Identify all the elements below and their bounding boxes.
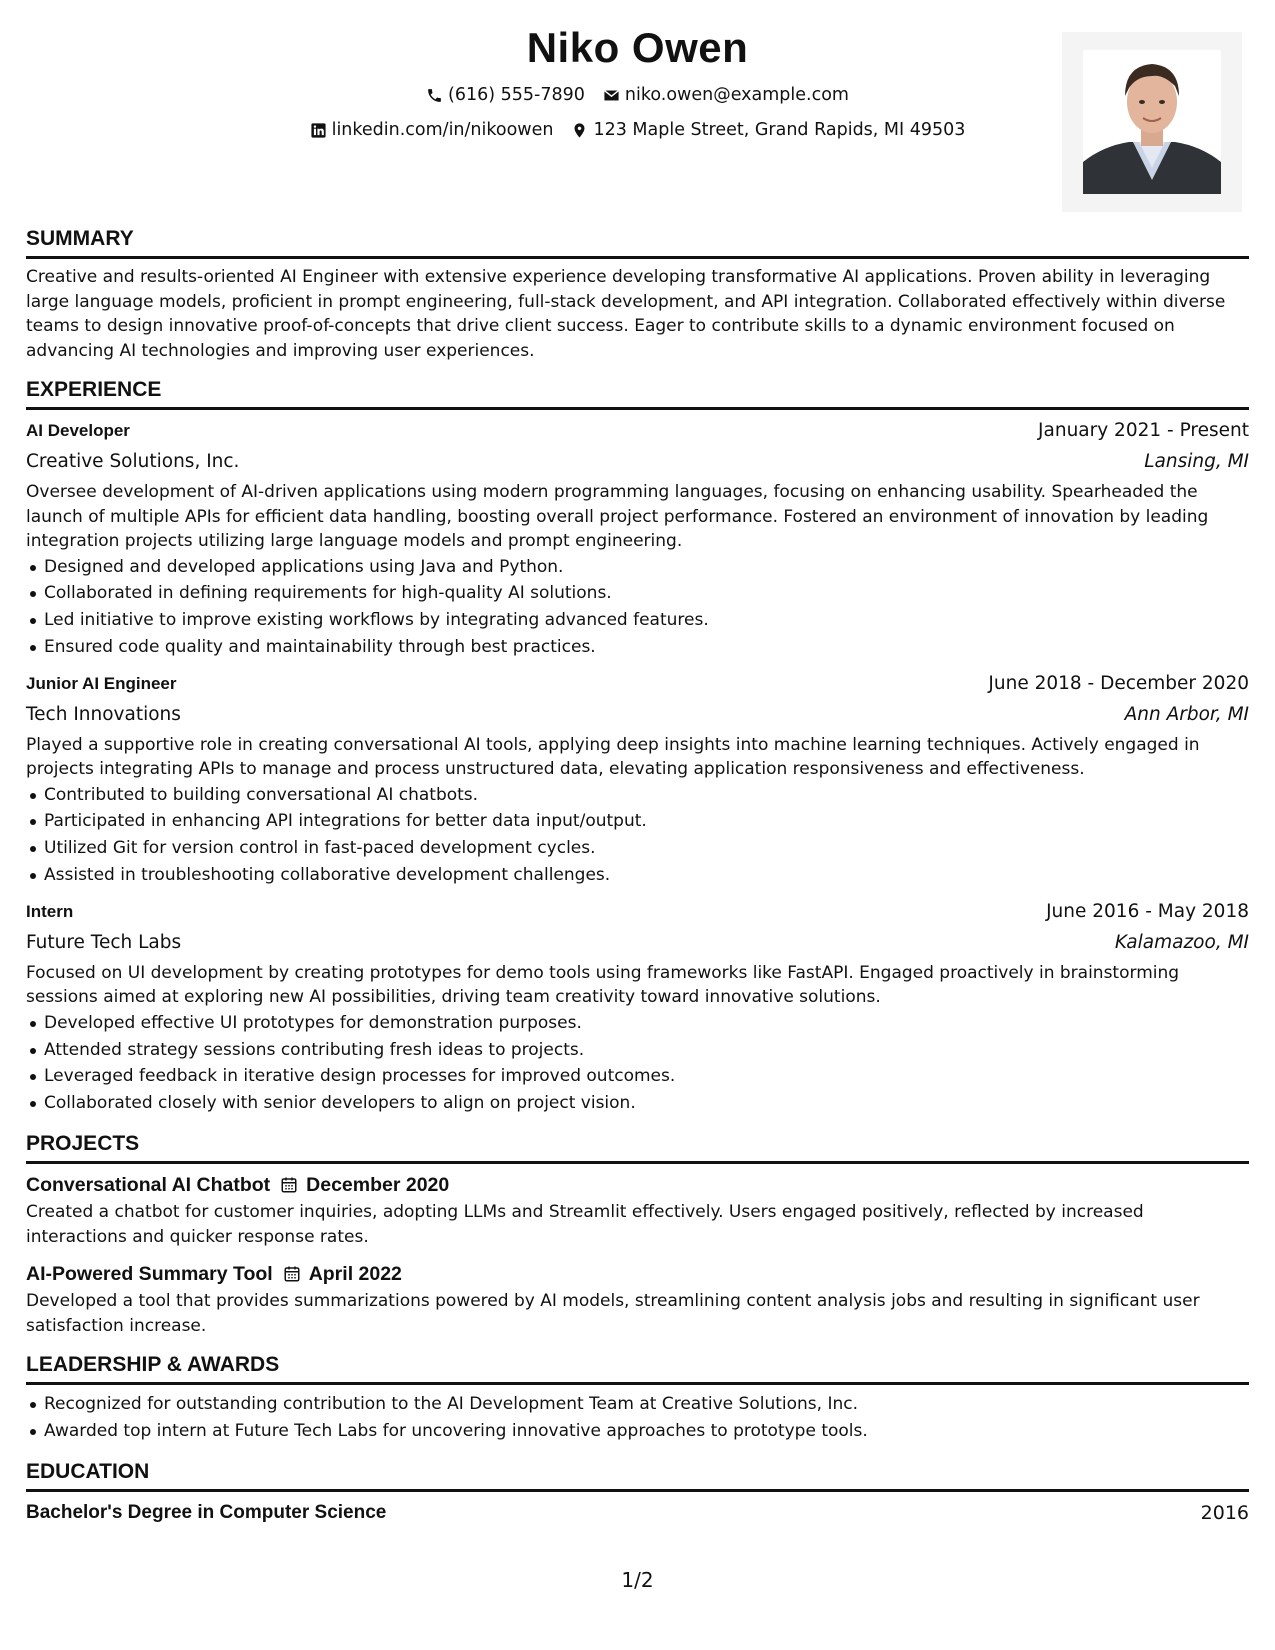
- project-date: [283, 1259, 402, 1289]
- linkedin-link[interactable]: linkedin.com/in/nikoowen: [331, 120, 554, 140]
- education-year: 2016: [1200, 1501, 1249, 1524]
- education-entry: [26, 1498, 1249, 1528]
- list-item: Awarded top intern at Future Tech Labs for uncovering innovative approaches to prototype tools.: [26, 1418, 1249, 1445]
- job-description: Played a supportive role in creating conversational AI tools, applying deep insights into machine learning techniques. Actively engaged in projects integrating APIs to manage and process unstructured data, elevating application responsiveness and effectiveness.: [26, 734, 1200, 780]
- job-title: Junior AI Engineer: [26, 673, 177, 693]
- list-item: Contributed to building conversational AI chatbots.: [26, 782, 1249, 809]
- job-header: [26, 897, 1249, 927]
- section-title-experience: EXPERIENCE: [26, 375, 1249, 410]
- job-entry: [26, 669, 1249, 889]
- job-bullets: [26, 782, 1249, 889]
- envelope-icon: [603, 87, 620, 104]
- list-item: Assisted in troubleshooting collaborative development challenges.: [26, 862, 1249, 889]
- job-header: [26, 416, 1249, 446]
- map-pin-icon: [571, 122, 588, 139]
- list-item: Utilized Git for version control in fast-paced development cycles.: [26, 835, 1249, 862]
- job-location: Kalamazoo, MI: [1114, 931, 1249, 953]
- job-location: Ann Arbor, MI: [1124, 703, 1249, 725]
- resume-body: [26, 224, 1249, 1540]
- list-item: Developed effective UI prototypes for demonstration purposes.: [26, 1010, 1249, 1037]
- section-title-projects: PROJECTS: [26, 1129, 1249, 1164]
- email-link[interactable]: niko.owen@example.com: [624, 85, 849, 105]
- project-description: Created a chatbot for customer inquiries, adopting LLMs and Streamlit effectively. Users engaged positively, reflected by increased interactions and quicker response rates.: [26, 1202, 1144, 1247]
- experience-section: [26, 375, 1249, 1117]
- job-bullets: [26, 1010, 1249, 1117]
- job-location: Lansing, MI: [1144, 451, 1249, 472]
- job-title: Intern: [26, 901, 74, 921]
- job-entry: [26, 416, 1249, 661]
- list-item: Ensured code quality and maintainability through best practices.: [26, 634, 1249, 661]
- job-dates: June 2016 - May 2018: [1046, 900, 1249, 922]
- avatar: [1083, 50, 1221, 194]
- section-title-education: EDUCATION: [26, 1457, 1249, 1492]
- project-name: AI-Powered Summary Tool: [26, 1263, 273, 1286]
- education-degree: Bachelor's Degree in Computer Science: [26, 1501, 387, 1523]
- profile-photo: [1062, 32, 1242, 212]
- phone-icon: [426, 87, 443, 104]
- job-subheader: [26, 927, 1249, 959]
- project-date: [280, 1170, 449, 1200]
- list-item: Recognized for outstanding contribution to the AI Development Team at Creative Solutions, Inc.: [26, 1391, 1249, 1418]
- job-dates: January 2021 - Present: [1038, 420, 1249, 441]
- candidate-name: Niko Owen: [526, 24, 749, 71]
- calendar-icon: [280, 1176, 298, 1194]
- list-item: Led initiative to improve existing workflows by integrating advanced features.: [26, 607, 1249, 634]
- job-company: Creative Solutions, Inc.: [26, 451, 240, 472]
- job-entry: [26, 897, 1249, 1117]
- phone-text: (616) 555-7890: [448, 85, 585, 105]
- job-subheader: [26, 699, 1249, 731]
- list-item: Collaborated in defining requirements for high-quality AI solutions.: [26, 580, 1249, 607]
- linkedin-icon: [310, 122, 327, 139]
- job-title: AI Developer: [26, 421, 130, 440]
- job-description: Oversee development of AI-driven applications using modern programming languages, focusing on enhancing usability. Spearheaded the launch of multiple APIs for efficient data handling, boosting overall project performance. Fostered an environment of innovation by leading integration projects utilizing large language models and prompt engineering.: [26, 482, 1209, 551]
- project-entry: [26, 1259, 1249, 1338]
- project-description: Developed a tool that provides summarizations powered by AI models, streamlining content analysis jobs and resulting in significant user satisfaction increase.: [26, 1291, 1200, 1336]
- list-item: Leveraged feedback in iterative design processes for improved outcomes.: [26, 1063, 1249, 1090]
- list-item: Collaborated closely with senior developers to align on project vision.: [26, 1090, 1249, 1117]
- project-date-text: April 2022: [308, 1263, 402, 1286]
- project-header: [26, 1259, 1249, 1289]
- page-number: 1/2: [621, 1568, 654, 1592]
- job-dates: June 2018 - December 2020: [988, 672, 1249, 694]
- project-name: Conversational AI Chatbot: [26, 1174, 271, 1197]
- job-bullets: [26, 554, 1249, 661]
- project-entry: [26, 1170, 1249, 1249]
- list-item: Attended strategy sessions contributing fresh ideas to projects.: [26, 1037, 1249, 1064]
- job-description: Focused on UI development by creating prototypes for demo tools using frameworks like FastAPI. Engaged proactively in brainstorming sessions aimed at exploring new AI possibilities, driving team creativity toward innovative solutions.: [26, 962, 1180, 1008]
- email-contact[interactable]: [603, 80, 849, 111]
- section-title-leadership: LEADERSHIP & AWARDS: [26, 1350, 1249, 1385]
- list-item: Participated in enhancing API integrations for better data input/output.: [26, 808, 1249, 835]
- education-section: [26, 1457, 1249, 1528]
- project-date-text: December 2020: [306, 1174, 450, 1197]
- leadership-bullets: [26, 1391, 1249, 1445]
- list-item: Designed and developed applications using Java and Python.: [26, 554, 1249, 581]
- projects-section: [26, 1129, 1249, 1338]
- job-header: [26, 669, 1249, 699]
- calendar-icon: [283, 1265, 301, 1283]
- job-company: Future Tech Labs: [26, 931, 182, 953]
- address-text: 123 Maple Street, Grand Rapids, MI 49503: [593, 120, 966, 140]
- summary-text: Creative and results-oriented AI Engineer with extensive experience developing transformative AI applications. Proven ability in leveraging large language models, proficient in prompt engineering, full-stack development, and API integration. Collaborated effectively within diverse teams to design innovative proof-of-concepts that drive client success. Eager to contribute skills to a dynamic environment focused on advancing AI technologies and improving user experiences.: [26, 267, 1226, 361]
- job-company: Tech Innovations: [26, 703, 181, 725]
- section-title-summary: SUMMARY: [26, 224, 1249, 259]
- leadership-section: [26, 1350, 1249, 1445]
- address-contact: [571, 115, 965, 146]
- summary-section: [26, 224, 1249, 363]
- job-subheader: [26, 446, 1249, 478]
- project-header: [26, 1170, 1249, 1200]
- linkedin-contact[interactable]: [310, 115, 554, 146]
- phone-contact: [426, 80, 585, 111]
